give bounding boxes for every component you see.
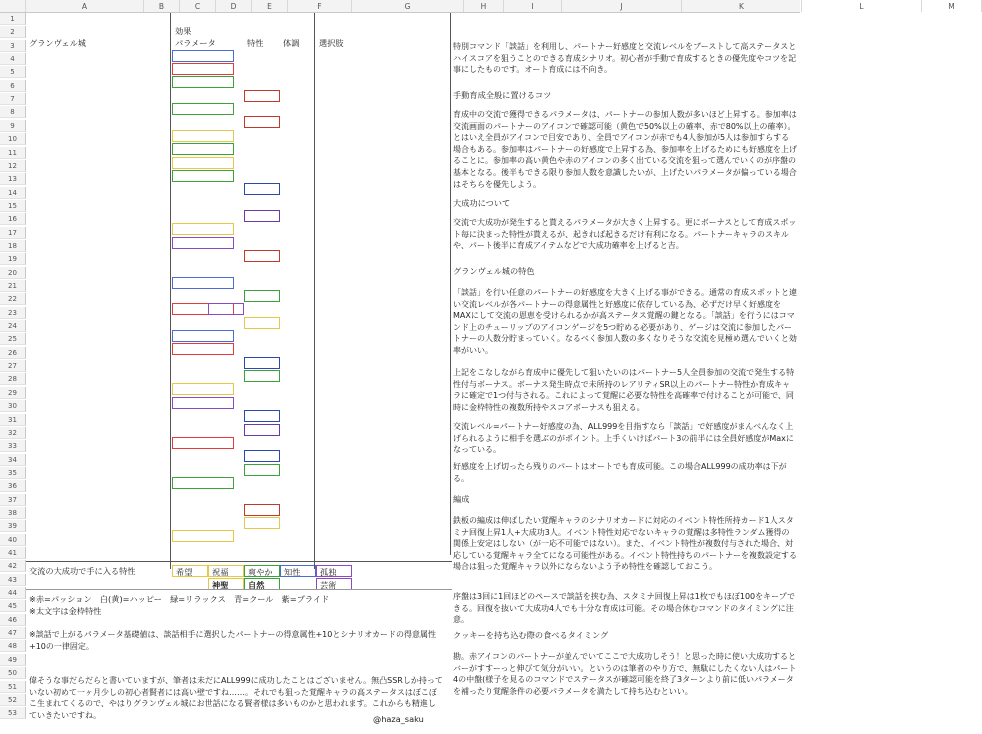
row-label[interactable] [26, 317, 170, 329]
param-cell[interactable] [172, 437, 234, 449]
row-header[interactable]: 12 [0, 160, 26, 172]
trait-cell[interactable] [244, 410, 280, 422]
row-label[interactable] [26, 424, 170, 436]
row-header[interactable]: 53 [0, 707, 26, 719]
row-label[interactable] [26, 63, 170, 75]
choice-cell[interactable] [316, 504, 450, 516]
guide-sec2-body[interactable]: 交流で大成功が発生すると貰えるパラメータが大きく上昇する。更にボーナスとして育成スポット毎に決まった特性が貰えるが、起きれば起きるだけ有利になる。パートナーキャラのスキルや、パート後半に育成アイテムなどで大成功確率を上げると吉。 [453, 218, 797, 251]
trait-cell[interactable] [244, 424, 280, 436]
row-header[interactable]: 15 [0, 200, 26, 212]
column-header[interactable]: B [144, 0, 180, 12]
row-header[interactable]: 39 [0, 520, 26, 532]
row-header[interactable]: 1 [0, 13, 26, 25]
column-header[interactable]: L [802, 0, 922, 12]
row-label[interactable] [26, 130, 170, 142]
row-header[interactable]: 7 [0, 93, 26, 105]
great-success-trait[interactable]: 知性 [280, 565, 316, 577]
guide-sec3-title[interactable]: グランヴェル城の特色 [453, 266, 535, 276]
row-header[interactable]: 29 [0, 387, 26, 399]
bold-note[interactable]: ※太文字は金枠特性 [29, 606, 102, 616]
row-label[interactable] [26, 410, 170, 422]
row-header[interactable]: 10 [0, 133, 26, 145]
trait-cell[interactable] [244, 450, 280, 462]
row-header[interactable]: 18 [0, 240, 26, 252]
condition-cell[interactable] [280, 290, 316, 302]
param-cell[interactable] [172, 143, 234, 155]
param-cell[interactable] [172, 343, 234, 355]
param-cell[interactable] [172, 223, 234, 235]
trait-cell[interactable] [244, 357, 280, 369]
row-label[interactable] [26, 183, 170, 195]
choice-cell[interactable] [316, 277, 450, 289]
row-header[interactable]: 37 [0, 494, 26, 506]
condition-cell[interactable] [280, 263, 316, 275]
cell-grid [26, 13, 800, 734]
choice-cell[interactable] [316, 63, 450, 75]
row-label[interactable] [26, 143, 170, 155]
choice-cell[interactable] [316, 517, 450, 529]
guide-sec3-body2[interactable]: 上記をこなしながら育成中に優先して狙いたいのはパートナー5人全員参加の交流で発生する特性付与ボーナス。ボーナス発生時点で未所持のレアリティSR以上のパートナー特性か育成キャラに確定で1つ付与される。これによって覚醒に必要な特性を高確率で付けることが可能で、同時に金枠特性の複数所持やスコアボーナスも狙える。 [453, 368, 795, 412]
guide-sec4-title[interactable]: 編成 [453, 494, 470, 504]
great-success-trait[interactable]: 祝福 [208, 565, 244, 577]
row-header[interactable]: 48 [0, 640, 26, 652]
row-label[interactable] [26, 290, 170, 302]
param-cell[interactable] [172, 63, 234, 75]
row-header[interactable]: 34 [0, 454, 26, 466]
author-handle[interactable]: @haza_saku [373, 714, 424, 724]
row-label[interactable] [26, 370, 170, 382]
trait-header[interactable]: 特性 [247, 38, 264, 48]
column-header-bar [0, 0, 955, 13]
trait-cell[interactable] [244, 504, 280, 516]
row-label[interactable] [26, 303, 170, 315]
row-label[interactable] [26, 223, 170, 235]
choice-cell[interactable] [316, 76, 450, 88]
row-header[interactable]: 13 [0, 173, 26, 185]
condition-header[interactable]: 体調 [283, 38, 300, 48]
choice-cell[interactable] [316, 477, 450, 489]
row-label[interactable] [26, 263, 170, 275]
legend-note[interactable]: ※赤=パッション 白(黄)=ハッピー 緑=リラックス 青=クール 紫=プライド [29, 594, 330, 604]
great-success-trait[interactable]: 神聖 [208, 578, 244, 590]
condition-cell[interactable] [280, 303, 316, 315]
guide-sec5-body[interactable]: 勘。赤アイコンのパートナーが並んでいてここで大成功しそう！と思った時に使い大成功するとバーがすすーっと伸びて気分がいい。というのは筆者のやり方で、無駄にしたくない人はパート4の中盤(様子を見るのコマンドでステータスが確認可能を終了3ターンより前に低いパラメータを補ったり覚醒条件の必要パラメータを満たして持ち込むといい。 [453, 652, 797, 696]
row-header[interactable]: 46 [0, 614, 26, 626]
row-header[interactable]: 26 [0, 347, 26, 359]
row-label[interactable] [26, 103, 170, 115]
row-label[interactable] [26, 237, 170, 249]
choice-cell[interactable] [316, 530, 450, 542]
row-header[interactable]: 42 [0, 560, 26, 572]
param-cell[interactable] [172, 157, 234, 169]
row-label[interactable] [26, 504, 170, 516]
row-header[interactable]: 14 [0, 187, 26, 199]
row-label[interactable] [26, 90, 170, 102]
condition-cell[interactable] [280, 197, 316, 209]
row-label[interactable] [26, 397, 170, 409]
param-cell[interactable] [172, 530, 234, 542]
table-divider [450, 13, 451, 555]
param-cell[interactable] [208, 303, 244, 315]
choices-header[interactable]: 選択肢 [319, 38, 344, 48]
closing-note[interactable]: 偉そうな事だらだらと書いていますが、筆者は未だにALL999に成功したことはございません。無凸SSRしか持っていない初めて一ヶ月少しの初心者賢者には高い壁ですね……。それでも狙った覚醒キャラの高ステータスはぼこぼこ生まれてくるので、やはりグランヴェル城にお世話になる賢者様は多いものかと思われます。これからも精進していきたいですね。 [29, 676, 443, 720]
choice-cell[interactable] [316, 370, 450, 382]
row-header[interactable]: 50 [0, 667, 26, 679]
guide-intro[interactable]: 特別コマンド「談話」を利用し、パートナー好感度と交流レベルをブーストして高ステータスとハイスコアを狙うことのできる育成シナリオ。初心者が手動で育成するときの優先度やコツを記事にしたものです。オート育成には不向き。 [453, 42, 797, 75]
row-header[interactable]: 11 [0, 147, 26, 159]
row-header[interactable]: 51 [0, 681, 26, 693]
trait-cell[interactable] [244, 290, 280, 302]
great-success-label[interactable]: 交流の大成功で手に入る特性 [29, 566, 136, 576]
column-header[interactable]: E [252, 0, 288, 12]
great-success-trait[interactable]: 芸術 [316, 578, 352, 590]
great-success-trait[interactable]: 自然 [244, 578, 280, 590]
row-header[interactable]: 22 [0, 293, 26, 305]
trait-cell[interactable] [244, 210, 280, 222]
choice-cell[interactable] [316, 357, 450, 369]
row-header[interactable]: 27 [0, 360, 26, 372]
trait-cell[interactable] [244, 517, 280, 529]
row-header[interactable]: 32 [0, 427, 26, 439]
row-header[interactable]: 36 [0, 480, 26, 492]
trait-cell[interactable] [244, 317, 280, 329]
param-cell[interactable] [172, 50, 234, 62]
guide-sec1-body[interactable]: 育成中の交流で獲得できるパラメータは、パートナーの参加人数が多いほど上昇する。参加率は交流画面のパートナーのアイコンで確認可能（黄色で50%以上の確率、赤で80%以上の確率）。とはいえ全員がアイコンで目安であり、全員でアイコンが赤でも4人参加が5人は参加すらする場合もある。参加率はパートナーの好感度で上昇する為、参加率を上げるためにも好感度を上げることに。参加率の高い黄色や赤のアイコンの多く出ている交流を狙って選んでいくのが序盤の基本となる。後半もできる限り参加人数を意識したいが、上げたいパラメータが偏っている場合はそちらを優先しよう。 [453, 110, 797, 189]
trait-cell[interactable] [232, 490, 302, 502]
row-header[interactable]: 9 [0, 120, 26, 132]
row-header[interactable]: 35 [0, 467, 26, 479]
row-label[interactable] [26, 116, 170, 128]
row-label[interactable] [26, 530, 170, 542]
row-header[interactable]: 49 [0, 654, 26, 666]
param-cell[interactable] [172, 383, 234, 395]
row-label[interactable] [26, 170, 170, 182]
table-divider [170, 13, 171, 569]
trait-cell[interactable] [244, 183, 280, 195]
base-value-note[interactable]: ※談話で上がるパラメータ基礎値は、談話相手に選択したパートナーの得意属性+10とシナリオカードの得意属性+10の一律固定。 [29, 630, 437, 651]
column-header[interactable]: M [922, 0, 982, 12]
param-cell[interactable] [172, 130, 234, 142]
row-header[interactable]: 3 [0, 40, 26, 52]
trait-cell[interactable] [244, 250, 280, 262]
table-divider [314, 13, 315, 569]
row-header[interactable]: 4 [0, 53, 26, 65]
row-header[interactable]: 2 [0, 26, 26, 38]
guide-sec3-body1[interactable]: 「談話」を行い任意のパートナーの好感度を大きく上げる事ができる。通常の育成スポットと違い交流レベルが各パートナーの得意属性と好感度に依存している為、必ずだけ早く好感度をMAXにして交流の恩恵を受けられるかが高ステータス覚醒の鍵となる。「談話」を行うにはコマンド上のチューリップのアイコンゲージを5つ貯める必要があり、ゲージは交流に参加したパートナーの人数分貯まっていく。なるべく参加人数の多くなりそうな交流を見極め選んでいくと効率がいい。 [453, 288, 797, 355]
row-label[interactable] [26, 450, 170, 462]
row-header[interactable]: 33 [0, 440, 26, 452]
great-success-trait[interactable]: 爽やか [244, 565, 280, 577]
column-header[interactable]: H [464, 0, 504, 12]
choice-cell[interactable] [316, 343, 450, 355]
param-cell[interactable] [172, 103, 234, 115]
column-header[interactable]: F [288, 0, 352, 12]
row-label[interactable] [26, 76, 170, 88]
row-header[interactable]: 43 [0, 574, 26, 586]
row-header[interactable]: 5 [0, 66, 26, 78]
param-cell[interactable] [172, 277, 234, 289]
trait-cell[interactable] [244, 116, 280, 128]
choice-cell[interactable] [316, 263, 450, 275]
row-label[interactable] [26, 277, 170, 289]
column-header[interactable]: C [180, 0, 216, 12]
guide-sec5-title[interactable]: クッキーを持ち込む際の食べるタイミング [453, 630, 609, 640]
row-label[interactable] [26, 250, 170, 262]
trait-cell[interactable] [244, 464, 280, 476]
row-header[interactable]: 45 [0, 600, 26, 612]
guide-sec4-body2[interactable]: 序盤は3回に1回ほどのペースで談話を挟む為、スタミナ回復上昇は1枚でもほぼ100をキープできる。回復を抜いて大成功4人でも十分な育成は可能。その場合休むコマンドのタイミングに注意。 [453, 592, 795, 625]
row-header[interactable]: 16 [0, 213, 26, 225]
choice-cell[interactable] [316, 490, 450, 502]
great-success-trait[interactable]: 孤独 [316, 565, 352, 577]
row-header[interactable]: 28 [0, 373, 26, 385]
choice-cell[interactable] [316, 50, 450, 62]
trait-cell[interactable] [244, 90, 280, 102]
param-cell[interactable] [172, 170, 234, 182]
row-header[interactable]: 47 [0, 627, 26, 639]
row-header[interactable]: 8 [0, 106, 26, 118]
row-header[interactable]: 40 [0, 534, 26, 546]
row-header[interactable]: 20 [0, 267, 26, 279]
table-bottom-rule [26, 589, 452, 590]
row-header[interactable]: 31 [0, 414, 26, 426]
trait-cell[interactable] [244, 370, 280, 382]
row-label[interactable] [26, 464, 170, 476]
param-header[interactable]: パラメータ [175, 38, 216, 48]
guide-sec3-body3[interactable]: 交流レベル=パートナー好感度の為、ALL999を目指すなら「談話」で好感度がまんべんなく上げられるように相手を選ぶのがポイント。上手くいけばパート3の前半には全員好感度がMaxになっている。 [453, 422, 794, 455]
column-header[interactable]: I [504, 0, 562, 12]
param-cell[interactable] [172, 477, 234, 489]
column-header[interactable]: D [216, 0, 252, 12]
table-bottom-rule [26, 561, 452, 562]
row-label[interactable] [26, 383, 170, 395]
row-label[interactable] [26, 330, 170, 342]
row-label[interactable] [26, 343, 170, 355]
choice-cell[interactable] [316, 250, 450, 262]
row-header[interactable]: 52 [0, 694, 26, 706]
row-header[interactable]: 24 [0, 320, 26, 332]
column-header[interactable]: G [352, 0, 464, 12]
column-header[interactable]: K [682, 0, 802, 12]
column-header[interactable]: J [562, 0, 682, 12]
row-label[interactable] [26, 357, 170, 369]
row-header[interactable]: 30 [0, 400, 26, 412]
table-title[interactable]: グランヴェル城 [29, 38, 86, 48]
row-header[interactable]: 25 [0, 333, 26, 345]
corner-cell [0, 0, 26, 12]
row-header[interactable]: 6 [0, 80, 26, 92]
guide-sec3-body4[interactable]: 好感度を上げ切ったら残りのパートはオートでも育成可能。この場合ALL999の成功率は下がる。 [453, 462, 787, 483]
effect-header[interactable]: 効果 [175, 26, 192, 36]
row-header[interactable]: 23 [0, 307, 26, 319]
row-label[interactable] [26, 477, 170, 489]
row-label[interactable] [26, 517, 170, 529]
row-label[interactable] [26, 210, 170, 222]
great-success-trait[interactable]: 希望 [172, 565, 208, 577]
row-header[interactable]: 17 [0, 227, 26, 239]
param-cell[interactable] [172, 76, 234, 88]
guide-sec4-body1[interactable]: 鉄板の編成は伸ばしたい覚醒キャラのシナリオカードに対応のイベント特性所持カード1人スタミナ回復上昇1人+大成功3人。イベント特性対応でないキャラの覚醒は多特性ランダム獲得の関係上安定はしない（が一応不可能ではない）。また、イベント特性が複数付与された場合、対応している覚醒キャラ全てになる可能性がある。イベント特性持ちのパートナーを複数設定する場合は狙った覚醒キャラ以外にならないよう予め特性を確認しておこう。 [453, 516, 797, 572]
row-header[interactable]: 38 [0, 507, 26, 519]
row-label[interactable] [26, 490, 170, 502]
row-header[interactable]: 41 [0, 547, 26, 559]
row-label[interactable] [26, 197, 170, 209]
row-label[interactable] [26, 437, 170, 449]
guide-sec1-title[interactable]: 手動育成全般に置けるコツ [453, 90, 552, 100]
column-header[interactable]: A [26, 0, 144, 12]
row-header[interactable]: 21 [0, 280, 26, 292]
param-cell[interactable] [172, 397, 234, 409]
row-label[interactable] [26, 157, 170, 169]
choice-cell[interactable] [316, 464, 450, 476]
param-cell[interactable] [172, 330, 234, 342]
param-cell[interactable] [172, 237, 234, 249]
guide-sec2-title[interactable]: 大成功について [453, 198, 511, 208]
row-label[interactable] [26, 50, 170, 62]
row-header[interactable]: 44 [0, 587, 26, 599]
row-header[interactable]: 19 [0, 253, 26, 265]
